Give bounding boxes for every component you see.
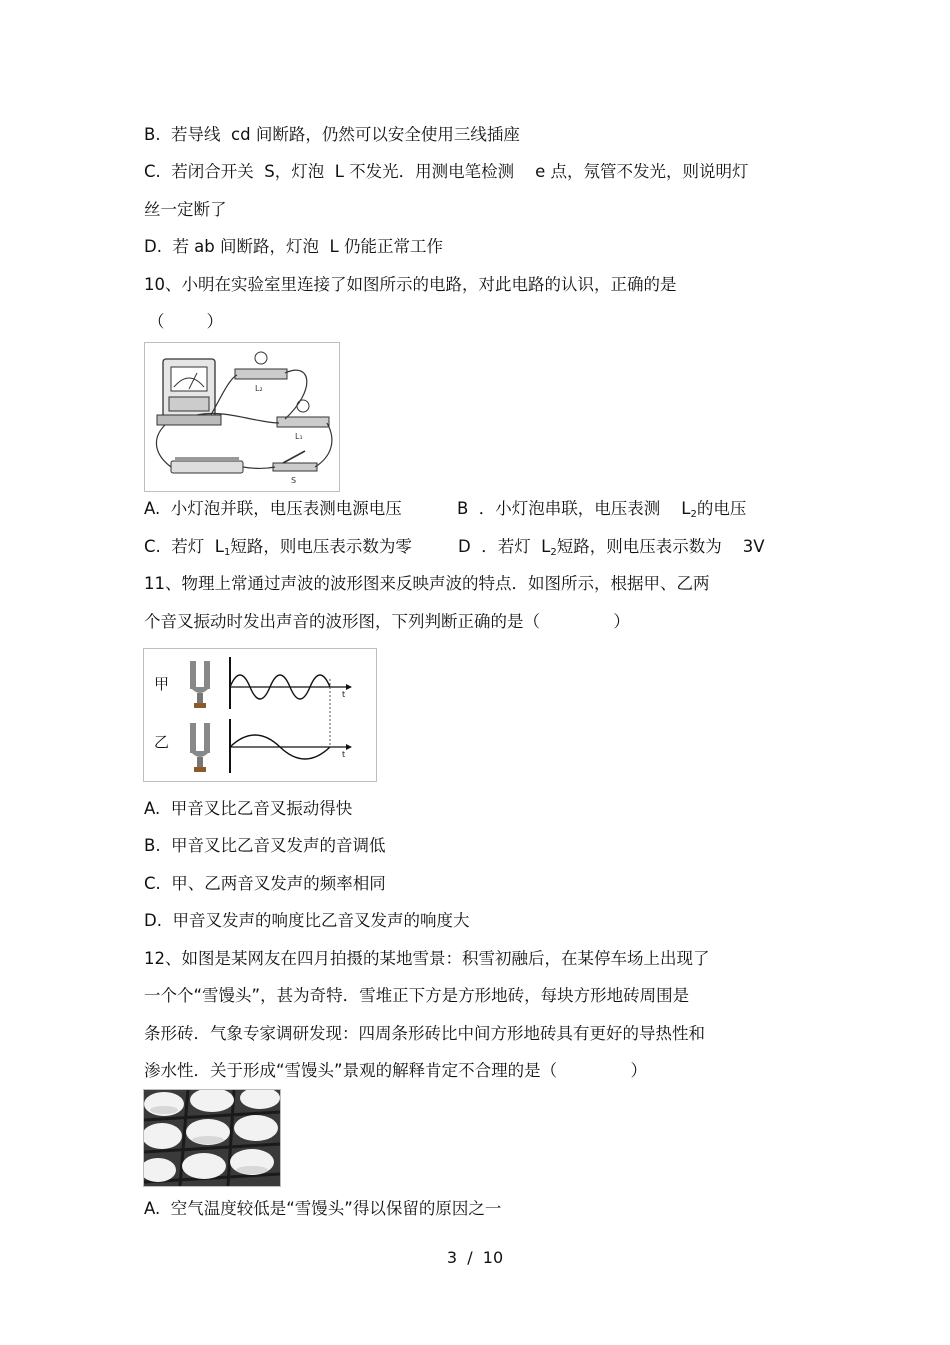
label-l1: L₁ bbox=[295, 432, 303, 441]
page-number: 3 / 10 bbox=[446, 1248, 504, 1267]
svg-text:t: t bbox=[342, 750, 346, 759]
q12-option-a: A. 空气温度较低是“雪馒头”得以保留的原因之一 bbox=[144, 1199, 502, 1218]
q11-option-c: C. 甲、乙两音叉发声的频率相同 bbox=[144, 874, 386, 893]
snow-buns-image bbox=[144, 1090, 280, 1186]
q12-snow-photo bbox=[143, 1089, 281, 1187]
waveform-diagram bbox=[144, 649, 376, 781]
label-yi: 乙 bbox=[154, 733, 170, 751]
label-l2: L₂ bbox=[255, 384, 263, 393]
q12-stem-line3: 条形砖．气象专家调研发现：四周条形砖比中间方形地砖具有更好的导热性和 bbox=[144, 1024, 705, 1043]
label-s: S bbox=[291, 476, 297, 485]
q12-stem-line1: 12、如图是某网友在四月拍摄的某地雪景：积雪初融后，在某停车场上出现了 bbox=[144, 949, 710, 968]
q12-stem-line4: 渗水性．关于形成“雪馒头”景观的解释肯定不合理的是（ ） bbox=[144, 1061, 648, 1080]
q10-stem: 10、小明在实验室里连接了如图所示的电路，对此电路的认识，正确的是 bbox=[144, 275, 677, 294]
q9-option-c-line1: C. 若闭合开关 S，灯泡 L 不发光．用测电笔检测 e 点，氖管不发光，则说明灯 bbox=[144, 162, 749, 181]
q11-waveform-figure bbox=[143, 648, 377, 782]
svg-text:t: t bbox=[342, 690, 346, 699]
tuning-fork-jia-icon bbox=[190, 661, 210, 708]
q10-option-d: D ．若灯 $L_2$短路，则电压表示数为 3V bbox=[458, 537, 765, 558]
q12-stem-line2: 一个个“雪馒头”，甚为奇特．雪堆正下方是方形地砖，每块方形地砖周围是 bbox=[144, 986, 690, 1005]
q11-option-a: A. 甲音叉比乙音叉振动得快 bbox=[144, 799, 353, 818]
q11-stem-line1: 11、物理上常通过声波的波形图来反映声波的特点．如图所示，根据甲、乙两 bbox=[144, 574, 710, 593]
q10-option-c: C. 若灯 $L_1$短路，则电压表示数为零 bbox=[144, 537, 412, 558]
q10-answer-bracket: （ ） bbox=[148, 312, 223, 331]
q9-option-b: B. 若导线 cd 间断路，仍然可以安全使用三线插座 bbox=[144, 125, 520, 144]
q10-circuit-figure bbox=[144, 342, 340, 492]
q10-option-b: B ．小灯泡串联，电压表测 $L_2$的电压 bbox=[457, 499, 747, 520]
label-jia: 甲 bbox=[154, 675, 170, 693]
circuit-diagram bbox=[145, 343, 339, 491]
q11-stem-line2: 个音叉振动时发出声音的波形图，下列判断正确的是（ ） bbox=[144, 612, 630, 631]
q11-option-d: D. 甲音叉发声的响度比乙音叉发声的响度大 bbox=[144, 911, 470, 930]
tuning-fork-yi-icon bbox=[190, 723, 210, 772]
q10-option-a: A. 小灯泡并联，电压表测电源电压 bbox=[144, 499, 402, 518]
q11-option-b: B. 甲音叉比乙音叉发声的音调低 bbox=[144, 836, 386, 855]
q9-option-d: D. 若 ab 间断路，灯泡 L 仍能正常工作 bbox=[144, 237, 443, 256]
q9-option-c-line2: 丝一定断了 bbox=[144, 200, 227, 219]
